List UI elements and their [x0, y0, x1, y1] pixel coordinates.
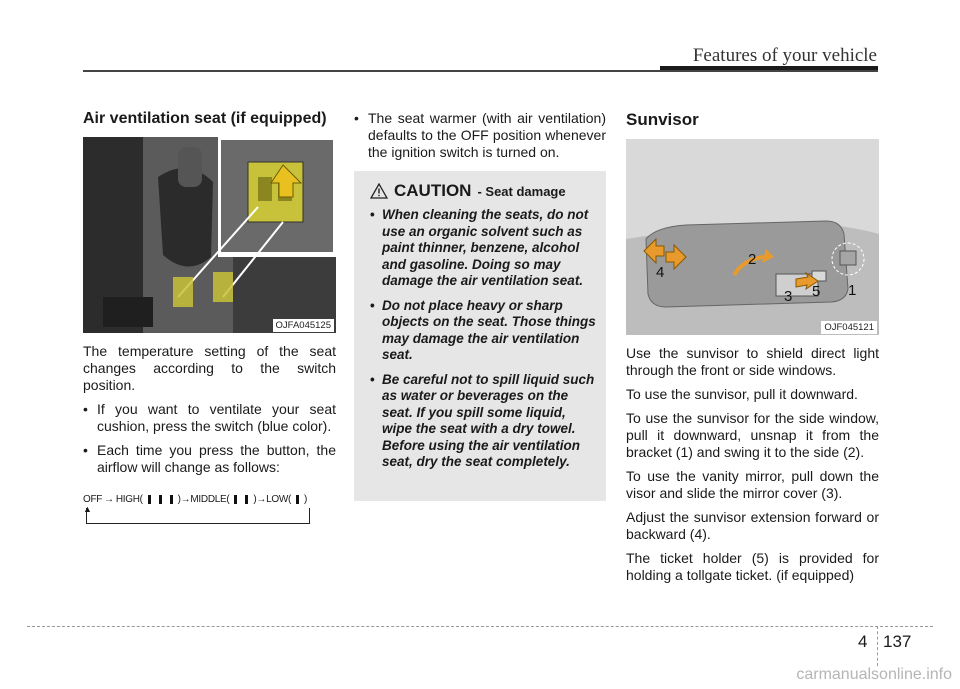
footer-rule [27, 626, 933, 627]
callout-3: 3 [784, 288, 793, 305]
fan-level-icon [231, 495, 240, 504]
air-ventilation-heading: Air ventilation seat (if equipped) [83, 110, 327, 127]
airflow-middle-label: )→MIDDLE( [177, 494, 230, 505]
section-title: Features of your vehicle [692, 45, 877, 66]
fan-level-icon [242, 495, 251, 504]
warning-triangle-icon [370, 183, 388, 199]
airflow-close: ) [304, 494, 308, 505]
sunvisor-paragraph: To use the sunvisor for the side window, pull it downward, unsnap it from the bracket (1) and swing it to the side (2). [626, 410, 879, 460]
airflow-low-label: )→LOW( [253, 494, 292, 505]
caution-item: • Do not place heavy or sharp objects on the seat. Those things may damage the air ventilation seat. [370, 298, 596, 364]
footer-divider [877, 626, 878, 666]
arrow-up-icon: ▲ [83, 504, 92, 514]
warmer-bullets [354, 110, 606, 161]
callout-4: 4 [656, 264, 665, 281]
bullet-item: • If you want to ventilate your seat cushion, press the switch (blue color). [83, 401, 336, 435]
figure-code: OJF045121 [821, 321, 877, 334]
caution-title: CAUTION [394, 181, 472, 200]
column-air-ventilation [83, 110, 336, 534]
fan-level-icon [167, 495, 176, 504]
airflow-return-line [83, 504, 310, 524]
ventilation-bullets [83, 401, 336, 476]
sunvisor-illustration [626, 139, 879, 335]
bullet-item: • The seat warmer (with air ventilation) defaults to the OFF position whenever the ignition switch is turned on. [354, 110, 606, 161]
column-sunvisor [626, 110, 879, 584]
ventilation-intro: The temperature setting of the seat changes according to the switch position. [83, 343, 336, 393]
sunvisor-heading: Sunvisor [626, 110, 699, 129]
bullet-item: • Each time you press the button, the airflow will change as follows: [83, 442, 336, 476]
chapter-number: 4 [858, 632, 868, 651]
airflow-high-label: HIGH( [115, 494, 143, 505]
figure-code: OJFA045125 [273, 319, 334, 332]
airflow-sequence [83, 494, 336, 534]
callout-5: 5 [812, 283, 821, 300]
caution-item: • When cleaning the seats, do not use an organic solvent such as paint thinner, benzene, alcohol and gasoline. Doing so may damage the air ventilation seat. [370, 207, 596, 290]
caution-subtitle: - Seat damage [477, 183, 566, 199]
sunvisor-paragraph: To use the sunvisor, pull it downward. [626, 386, 858, 402]
caution-list [370, 207, 596, 471]
airflow-off-label: OFF [83, 494, 103, 505]
callout-2: 2 [748, 251, 757, 268]
caution-header [370, 181, 596, 201]
page-number: 137 [883, 632, 912, 651]
callout-1: 1 [848, 282, 857, 299]
caution-box [354, 171, 606, 501]
fan-level-icon [145, 495, 154, 504]
column-seat-warmer [354, 110, 606, 501]
ventilation-switch-figure [83, 137, 336, 333]
sunvisor-paragraph: To use the vanity mirror, pull down the visor and slide the mirror cover (3). [626, 468, 879, 501]
fan-level-icon [293, 495, 302, 504]
sunvisor-paragraph: Adjust the sunvisor extension forward or backward (4). [626, 509, 879, 542]
watermark: carmanualsonline.info [796, 666, 952, 683]
sunvisor-figure [626, 139, 879, 335]
caution-item: • Be careful not to spill liquid such as water or beverages on the seat. If you spill some liquid, wipe the seat with a dry towel. Before using the air ventilation seat, dry the seat completely. [370, 372, 596, 471]
sunvisor-paragraph: Use the sunvisor to shield direct light through the front or side windows. [626, 345, 879, 378]
fan-level-icon [156, 495, 165, 504]
arrow-icon: → [104, 494, 114, 505]
sunvisor-paragraph: The ticket holder (5) is provided for holding a tollgate ticket. (if equipped) [626, 550, 879, 583]
console-illustration [83, 137, 336, 333]
header-rule [83, 70, 878, 72]
